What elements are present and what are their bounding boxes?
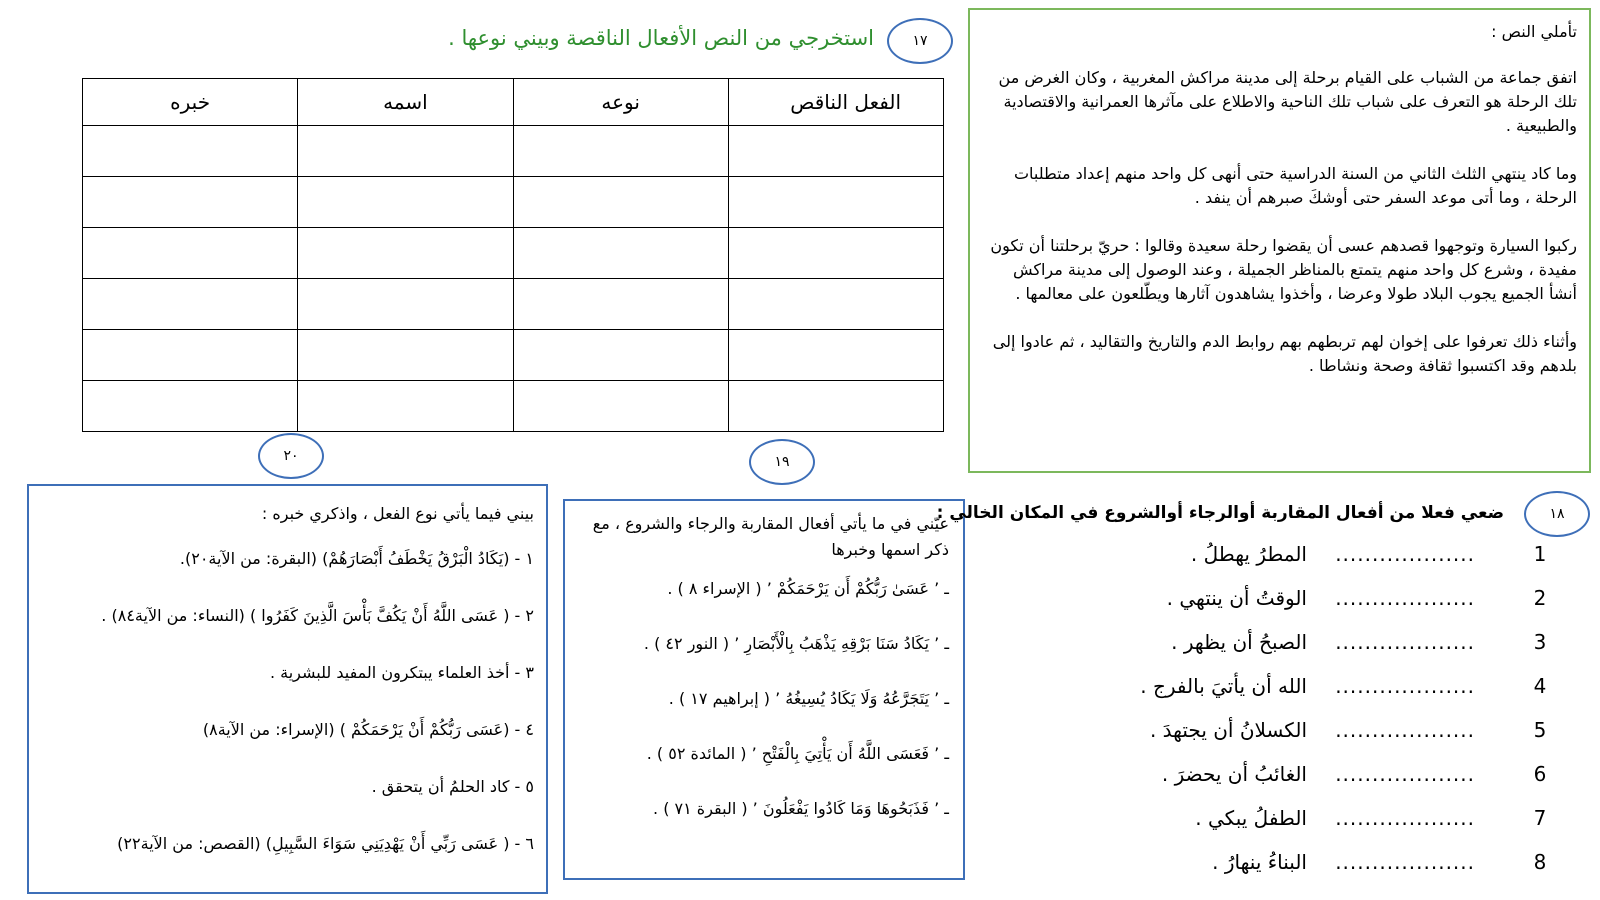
table-row [83, 279, 944, 330]
passage-paragraph: وأثناء ذلك تعرفوا على إخوان لهم تربطهم بهم روابط الدم والتاريخ والتقاليد ، ثم عادوا إلى بلدهم وقد اكتسبوا ثقافة وصحة ونشاطا . [992, 332, 1577, 375]
answer-cell[interactable] [83, 279, 298, 330]
answer-cell[interactable] [83, 330, 298, 381]
q19-number-badge: ١٩ [749, 439, 815, 485]
q20-item: ٤ - (عَسَى رَبُّكُمْ أَنْ يَرْحَمَكُمْ ) (الإسراء: من الآية٨) [202, 720, 534, 739]
q18-item-text: الصبحُ أن يظهر . [1171, 630, 1307, 654]
q19-box [563, 499, 965, 880]
q20-item: ٢ - ( عَسَى اللَّهُ أَنْ يَكُفَّ بَأْسَ الَّذِينَ كَفَرُوا ) (النساء: من الآية٨٤) . [101, 606, 534, 625]
q18-item-number: 5 [1533, 718, 1547, 742]
q17-answer-table [82, 78, 944, 432]
q18-item [1185, 850, 1575, 890]
passage-title: تأملي النص : [1491, 22, 1577, 41]
q18-item-text: الوقتُ أن ينتهي . [1166, 586, 1307, 610]
q20-item: ٣ - أخذ العلماء يبتكرون المفيد للبشرية . [269, 663, 534, 682]
blank-line[interactable]: ................... [1335, 674, 1475, 698]
q18-number-badge: ١٨ [1524, 491, 1590, 537]
answer-cell[interactable] [298, 381, 513, 432]
answer-cell[interactable] [83, 126, 298, 177]
answer-cell[interactable] [513, 279, 728, 330]
q18-item-text: الله أن يأتيَ بالفرج . [1140, 674, 1307, 698]
q18-item [1166, 586, 1575, 626]
q17-number-badge: ١٧ [887, 18, 953, 64]
q18-item [1171, 630, 1575, 670]
q20-instruction: بيني فيما يأتي نوع الفعل ، واذكري خبره : [261, 504, 534, 523]
q18-item [1185, 542, 1575, 582]
q18-item [1149, 718, 1575, 758]
table-header: نوعه [513, 79, 728, 126]
table-row [83, 177, 944, 228]
q18-item-number: 3 [1533, 630, 1547, 654]
blank-line[interactable]: ................... [1335, 850, 1475, 874]
q18-item-number: 2 [1533, 586, 1547, 610]
q20-item: ١ - (يَكَادُ الْبَرْقُ يَخْطَفُ أَبْصَارَهُمْ) (البقرة: من الآية٢٠). [179, 549, 534, 568]
q18-item-text: البناءُ ينهارُ . [1212, 850, 1307, 874]
table-header: اسمه [298, 79, 513, 126]
blank-line[interactable]: ................... [1335, 806, 1475, 830]
q18-item-number: 6 [1533, 762, 1547, 786]
blank-line[interactable]: ................... [1335, 542, 1475, 566]
answer-cell[interactable] [298, 330, 513, 381]
q18-item-text: الكسلانُ أن يجتهدَ . [1149, 718, 1307, 742]
q19-item: ـ ’ فَذَبَحُوهَا وَمَا كَادُوا يَفْعَلُونَ ’ ( البقرة ٧١ ) . [653, 799, 949, 818]
q20-item: ٦ - ( عَسَى رَبِّي أَنْ يَهْدِيَنِي سَوَاءَ السَّبِيلِ) (القصص: من الآية٢٢) [117, 834, 534, 853]
q18-item-number: 4 [1533, 674, 1547, 698]
q18-item-number: 1 [1533, 542, 1547, 566]
q18-item-number: 7 [1533, 806, 1547, 830]
q19-item: ـ ’ فَعَسَى اللَّهُ أَن يَأْتِيَ بِالْفَتْحِ ’ ( المائدة ٥٢ ) . [646, 744, 949, 763]
answer-cell[interactable] [728, 228, 943, 279]
table-header: خبره [83, 79, 298, 126]
q19-item: ـ ’ يَكَادُ سَنَا بَرْقِهِ يَذْهَبُ بِالْأَبْصَارِ ’ ( النور ٤٢ ) . [643, 634, 949, 653]
reading-passage [968, 8, 1591, 473]
passage-paragraph: اتفق جماعة من الشباب على القيام برحلة إلى مدينة مراكش المغربية ، وكان الغرض من تلك الرحلة هو التعرف على شباب تلك الناحية والاطلاع على مآثرها العمرانية والاقتصادية والطبيعية . [998, 68, 1577, 135]
q18-title: ضعي فعلا من أفعال المقاربة أوالرجاء أوالشروع في المكان الخالي : [936, 503, 1504, 523]
blank-line[interactable]: ................... [1335, 762, 1475, 786]
table-row [83, 228, 944, 279]
blank-line[interactable]: ................... [1335, 630, 1475, 654]
answer-cell[interactable] [513, 126, 728, 177]
q19-item: ـ ’ عَسَىٰ رَبُّكُمْ أَن يَرْحَمَكُمْ ’ ( الإسراء ٨ ) . [667, 579, 949, 598]
answer-cell[interactable] [298, 228, 513, 279]
q18-item-text: الطفلُ يبكي . [1195, 806, 1307, 830]
table-header: الفعل الناقص [728, 79, 943, 126]
blank-line[interactable]: ................... [1335, 586, 1475, 610]
answer-cell[interactable] [83, 381, 298, 432]
answer-cell[interactable] [728, 126, 943, 177]
answer-cell[interactable] [728, 279, 943, 330]
q18-item-number: 8 [1533, 850, 1547, 874]
answer-cell[interactable] [83, 177, 298, 228]
answer-cell[interactable] [83, 228, 298, 279]
q19-instruction: عيّني في ما يأتي أفعال المقاربة والرجاء والشروع ، مع ذكر اسمها وخبرها [592, 514, 949, 559]
answer-cell[interactable] [513, 330, 728, 381]
table-row [83, 330, 944, 381]
answer-cell[interactable] [298, 126, 513, 177]
q18-item-text: الغائبُ أن يحضرَ . [1161, 762, 1307, 786]
passage-paragraph: وما كاد ينتهي الثلث الثاني من السنة الدراسية حتى أنهى كل واحد منهم إعداد متطلبات الرحلة ، وما أتى موعد السفر حتى أوشكَ صبرهم أن ينفد . [1013, 164, 1577, 207]
q18-item [1140, 674, 1575, 714]
q18-item [1161, 762, 1575, 802]
q18-item-text: المطرُ يهطلُ . [1190, 542, 1307, 566]
answer-cell[interactable] [513, 177, 728, 228]
passage-paragraph: ركبوا السيارة وتوجهوا قصدهم عسى أن يقضوا رحلة سعيدة وقالوا : حريّ برحلتنا أن تكون مفيدة ، وشرع كل واحد منهم يتمتع بالمناظر الجميلة ، وعند الوصول إلى مدينة مراكش أنشأ الجميع يجوب البلاد طولا وعرضا ، وأخذوا يشاهدون آثارها ويطّلعون على معالمها . [990, 236, 1577, 303]
answer-cell[interactable] [513, 228, 728, 279]
table-row [83, 381, 944, 432]
q20-box [27, 484, 548, 894]
answer-cell[interactable] [728, 381, 943, 432]
answer-cell[interactable] [728, 177, 943, 228]
q20-number-badge: ٢٠ [258, 433, 324, 479]
q18-item [1185, 806, 1575, 846]
table-row [83, 126, 944, 177]
q20-item: ٥ - كاد الحلمُ أن يتحقق . [371, 777, 534, 796]
answer-cell[interactable] [298, 279, 513, 330]
q17-title: استخرجي من النص الأفعال الناقصة وبيني نوعها . [448, 26, 874, 50]
answer-cell[interactable] [513, 381, 728, 432]
blank-line[interactable]: ................... [1335, 718, 1475, 742]
answer-cell[interactable] [298, 177, 513, 228]
answer-cell[interactable] [728, 330, 943, 381]
q19-item: ـ ’ يَتَجَرَّعُهُ وَلَا يَكَادُ يُسِيغُهُ ’ ( إبراهيم ١٧ ) . [668, 689, 949, 708]
